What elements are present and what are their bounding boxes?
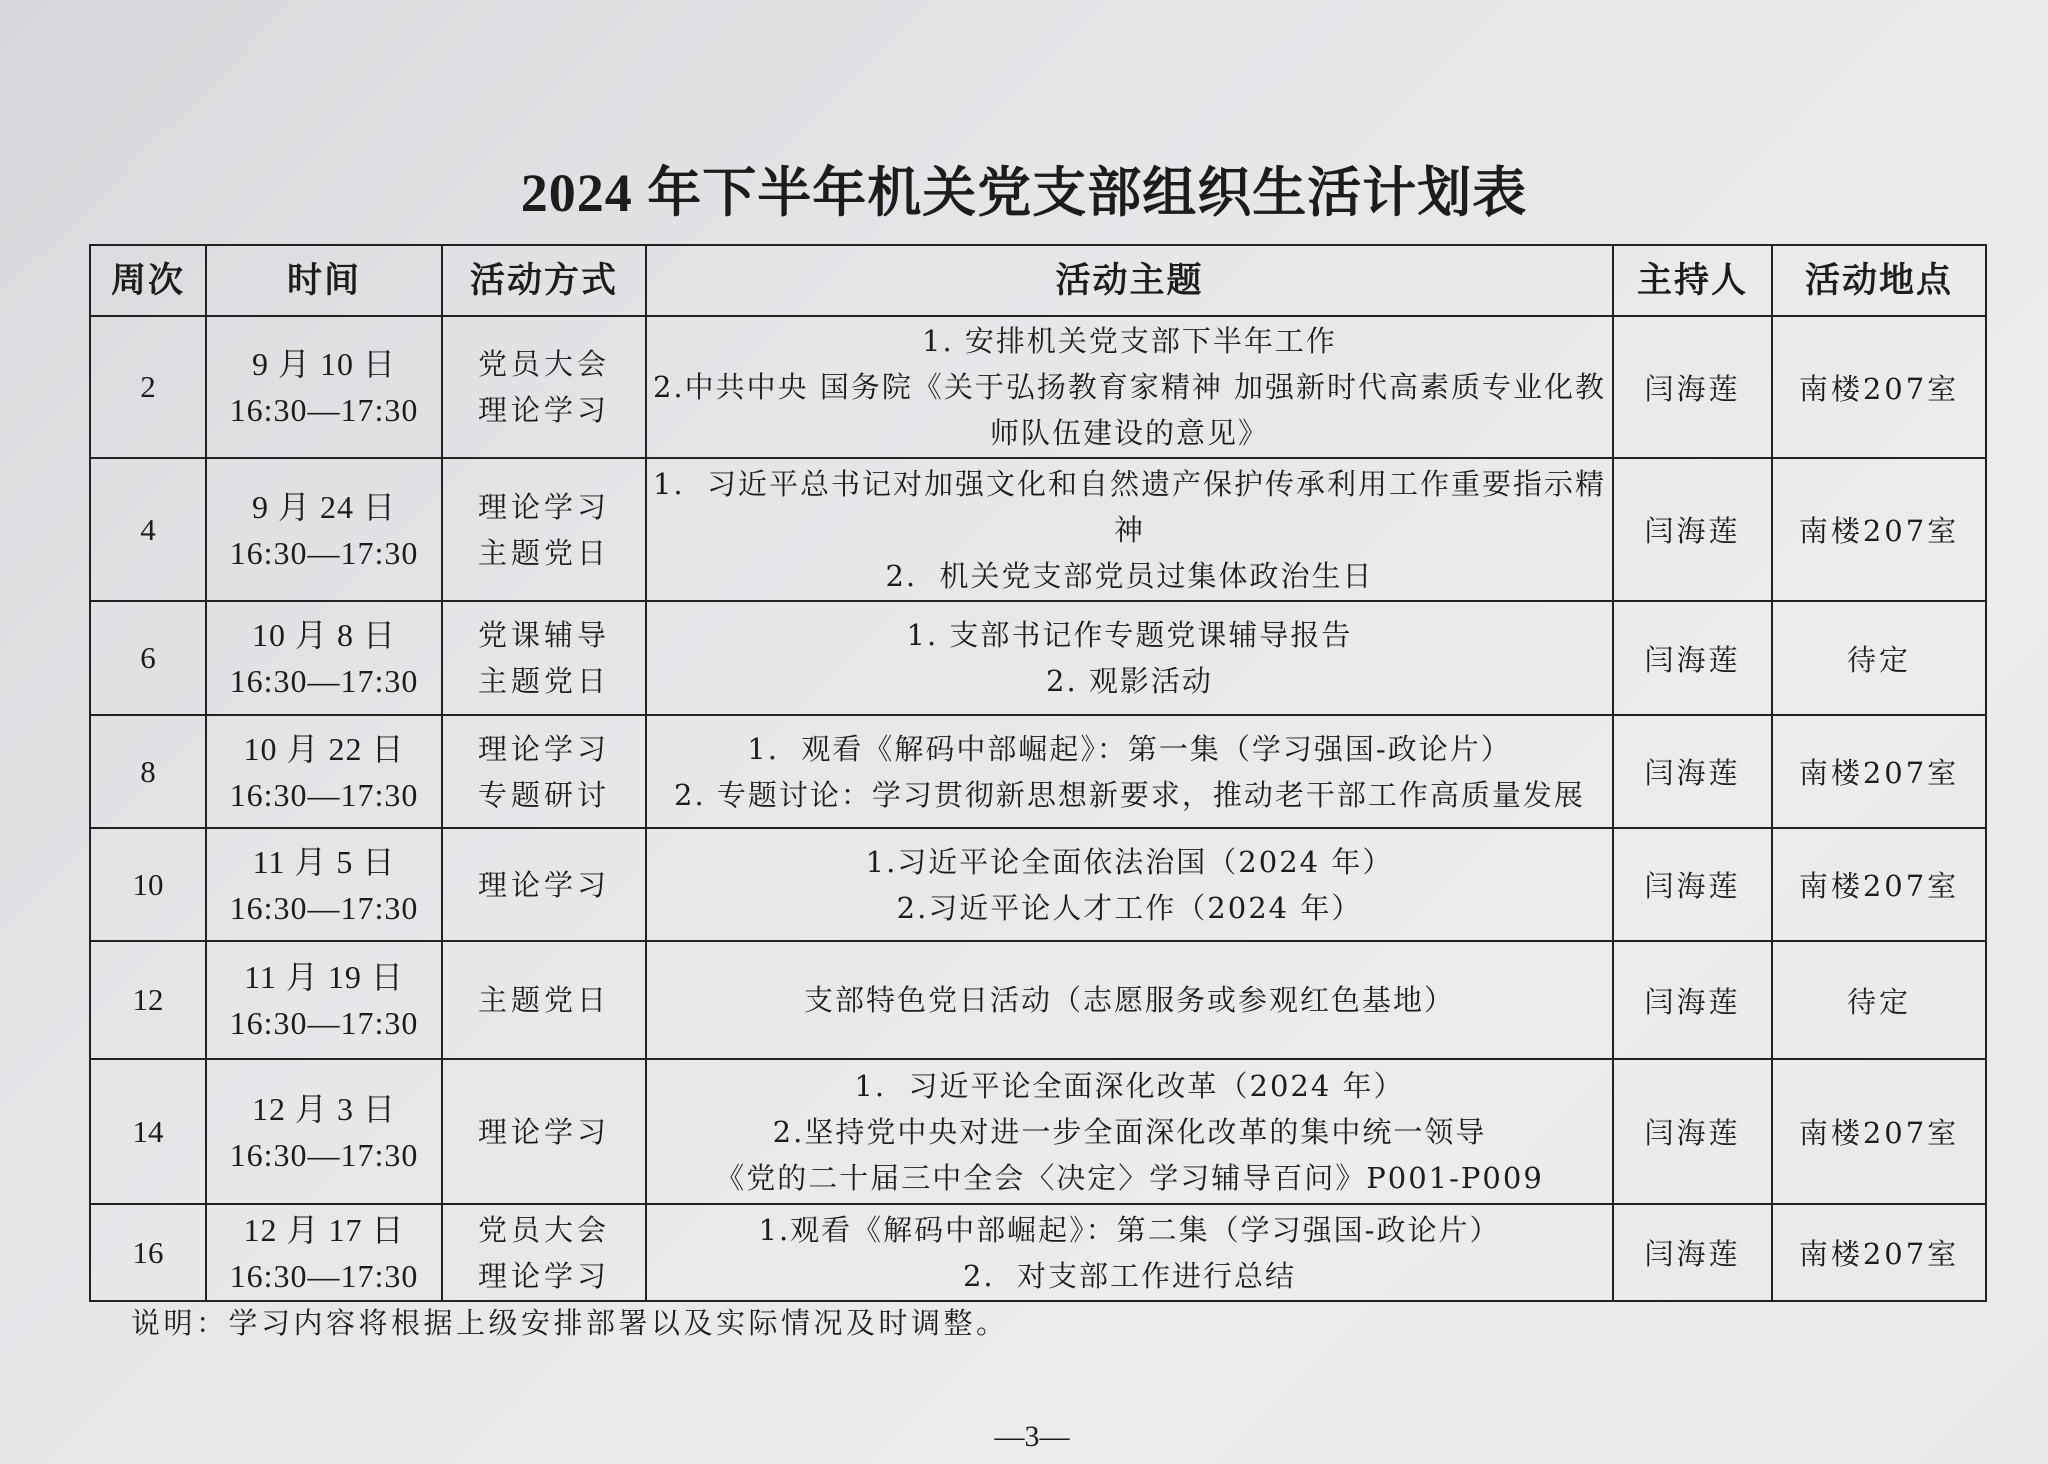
place-cell	[1772, 715, 1986, 828]
date-text: 12 月 17 日	[243, 1211, 405, 1248]
time-cell	[206, 941, 442, 1059]
week-cell	[90, 941, 206, 1059]
method-text: 党员大会	[477, 347, 610, 381]
topic-line: 2.坚持党中央对进一步全面深化改革的集中统一领导	[772, 1114, 1487, 1149]
host-cell	[1613, 601, 1772, 715]
topic-line: 2.中共中央 国务院《关于弘扬教育家精神 加强新时代高素质专业化教师队伍建设的意见》	[652, 370, 1607, 450]
week-cell	[90, 458, 206, 601]
topic-line: 1. 习近平论全面深化改革（2024 年）	[854, 1068, 1405, 1103]
method-text: 理论学习	[477, 393, 610, 427]
header-topic: 活动主题	[646, 245, 1613, 316]
table-row	[90, 458, 1986, 601]
topic-line: 1.习近平论全面依法治国（2024 年）	[865, 844, 1394, 879]
header-week: 周次	[90, 245, 206, 316]
topic-line: 1. 观看《解码中部崛起》：第一集（学习强国-政论片）	[747, 731, 1512, 766]
topic-cell	[646, 828, 1613, 941]
header-host: 主持人	[1613, 245, 1772, 316]
time-cell	[206, 1059, 442, 1204]
schedule-table	[89, 244, 1987, 1302]
method-cell	[442, 458, 646, 601]
topic-line: 《党的二十届三中全会〈决定〉学习辅导百问》P001-P009	[715, 1160, 1544, 1195]
header-place: 活动地点	[1772, 245, 1986, 316]
topic-cell	[646, 316, 1613, 458]
topic-cell	[646, 715, 1613, 828]
date-text: 10 月 8 日	[251, 617, 396, 653]
host-name: 闫海莲	[1644, 371, 1741, 406]
host-name: 闫海莲	[1644, 756, 1741, 790]
topic-cell	[646, 1204, 1613, 1301]
topic-line: 2. 对支部工作进行总结	[962, 1258, 1297, 1293]
time-range-text: 16:30—17:30	[229, 1005, 419, 1041]
method-cell	[442, 1204, 646, 1301]
place-cell	[1772, 941, 1986, 1059]
method-text: 理论学习	[477, 731, 610, 766]
time-range-text: 16:30—17:30	[229, 392, 419, 428]
time-cell	[206, 601, 442, 715]
time-range-text: 16:30—17:30	[229, 776, 419, 813]
place-name: 南楼207室	[1798, 1237, 1960, 1271]
date-text: 11 月 5 日	[252, 843, 396, 880]
header-time: 时间	[206, 245, 442, 316]
week-cell	[90, 1204, 206, 1301]
time-cell	[206, 1204, 442, 1301]
week-number: 2	[140, 369, 156, 404]
table-header-row	[90, 245, 1986, 316]
week-number: 10	[132, 866, 164, 902]
place-name: 南楼207室	[1798, 756, 1960, 790]
place-cell	[1772, 601, 1986, 715]
time-cell	[206, 828, 442, 941]
place-name: 南楼207室	[1798, 869, 1960, 903]
method-text: 理论学习	[477, 1114, 610, 1149]
host-cell	[1613, 941, 1772, 1059]
place-name: 南楼207室	[1798, 1116, 1960, 1150]
host-name: 闫海莲	[1644, 642, 1741, 677]
date-text: 10 月 22 日	[243, 730, 405, 767]
method-text: 主题党日	[477, 983, 610, 1017]
host-name: 闫海莲	[1644, 514, 1741, 548]
week-cell	[90, 601, 206, 715]
time-range-text: 16:30—17:30	[229, 1257, 419, 1294]
place-name: 南楼207室	[1798, 371, 1960, 406]
method-cell	[442, 316, 646, 458]
topic-line: 1. 习近平总书记对加强文化和自然遗产保护传承利用工作重要指示精神	[652, 466, 1607, 547]
week-number: 14	[132, 1113, 164, 1149]
week-cell	[90, 316, 206, 458]
time-range-text: 16:30—17:30	[229, 663, 419, 699]
host-cell	[1613, 1204, 1772, 1301]
table-row	[90, 941, 1986, 1059]
method-cell	[442, 941, 646, 1059]
topic-cell	[646, 458, 1613, 601]
topic-line: 2. 观影活动	[1046, 664, 1213, 698]
place-cell	[1772, 458, 1986, 601]
week-number: 6	[140, 640, 156, 675]
page-title: 2024 年下半年机关党支部组织生活计划表	[520, 163, 1528, 223]
topic-line: 2. 专题讨论：学习贯彻新思想新要求，推动老干部工作高质量发展	[674, 777, 1585, 812]
week-number: 8	[140, 753, 156, 789]
method-cell	[442, 828, 646, 941]
topic-cell	[646, 601, 1613, 715]
place-name: 待定	[1846, 642, 1911, 677]
host-name: 闫海莲	[1644, 869, 1741, 903]
footnote: 说明：学习内容将根据上级安排部署以及实际情况及时调整。	[131, 1306, 1009, 1340]
table-row	[90, 715, 1986, 828]
table-row	[90, 601, 1986, 715]
method-text: 党课辅导	[477, 618, 610, 652]
table-row	[90, 1204, 1986, 1301]
place-cell	[1772, 828, 1986, 941]
week-number: 4	[140, 511, 156, 547]
time-cell	[206, 458, 442, 601]
time-cell	[206, 316, 442, 458]
week-cell	[90, 715, 206, 828]
date-text: 9 月 10 日	[251, 346, 396, 382]
time-range-text: 16:30—17:30	[229, 1136, 419, 1173]
topic-line: 支部特色党日活动（志愿服务或参观红色基地）	[803, 983, 1455, 1017]
topic-line: 1. 安排机关党支部下半年工作	[922, 324, 1337, 358]
table-row	[90, 1059, 1986, 1204]
place-cell	[1772, 1059, 1986, 1204]
host-cell	[1613, 458, 1772, 601]
method-text: 专题研讨	[477, 777, 610, 812]
time-cell	[206, 715, 442, 828]
method-cell	[442, 1059, 646, 1204]
method-text: 理论学习	[477, 489, 610, 524]
host-name: 闫海莲	[1644, 1237, 1741, 1271]
method-text: 党员大会	[477, 1212, 610, 1247]
host-cell	[1613, 715, 1772, 828]
time-range-text: 16:30—17:30	[229, 534, 419, 571]
method-text: 理论学习	[477, 867, 610, 902]
method-text: 理论学习	[477, 1258, 610, 1293]
method-text: 主题党日	[477, 664, 610, 698]
method-cell	[442, 601, 646, 715]
topic-cell	[646, 941, 1613, 1059]
topic-cell	[646, 1059, 1613, 1204]
place-name: 待定	[1846, 984, 1911, 1019]
table-row	[90, 828, 1986, 941]
topic-line: 2.习近平论人才工作（2024 年）	[896, 890, 1363, 925]
method-cell	[442, 715, 646, 828]
date-text: 11 月 19 日	[244, 959, 404, 995]
host-cell	[1613, 316, 1772, 458]
week-number: 16	[132, 1234, 164, 1270]
host-cell	[1613, 1059, 1772, 1204]
topic-line: 1. 支部书记作专题党课辅导报告	[906, 618, 1353, 652]
page-number: —3—	[994, 1420, 1070, 1453]
week-cell	[90, 1059, 206, 1204]
method-text: 主题党日	[477, 535, 610, 570]
host-name: 闫海莲	[1644, 984, 1741, 1019]
place-cell	[1772, 316, 1986, 458]
time-range-text: 16:30—17:30	[229, 889, 419, 926]
week-cell	[90, 828, 206, 941]
table-row	[90, 316, 1986, 458]
host-name: 闫海莲	[1644, 1116, 1741, 1150]
topic-line: 1.观看《解码中部崛起》：第二集（学习强国-政论片）	[758, 1212, 1501, 1247]
date-text: 9 月 24 日	[251, 488, 396, 525]
header-method: 活动方式	[442, 245, 646, 316]
date-text: 12 月 3 日	[251, 1090, 396, 1127]
place-name: 南楼207室	[1798, 514, 1960, 548]
place-cell	[1772, 1204, 1986, 1301]
week-number: 12	[132, 982, 164, 1017]
topic-line: 2. 机关党支部党员过集体政治生日	[885, 558, 1374, 593]
host-cell	[1613, 828, 1772, 941]
